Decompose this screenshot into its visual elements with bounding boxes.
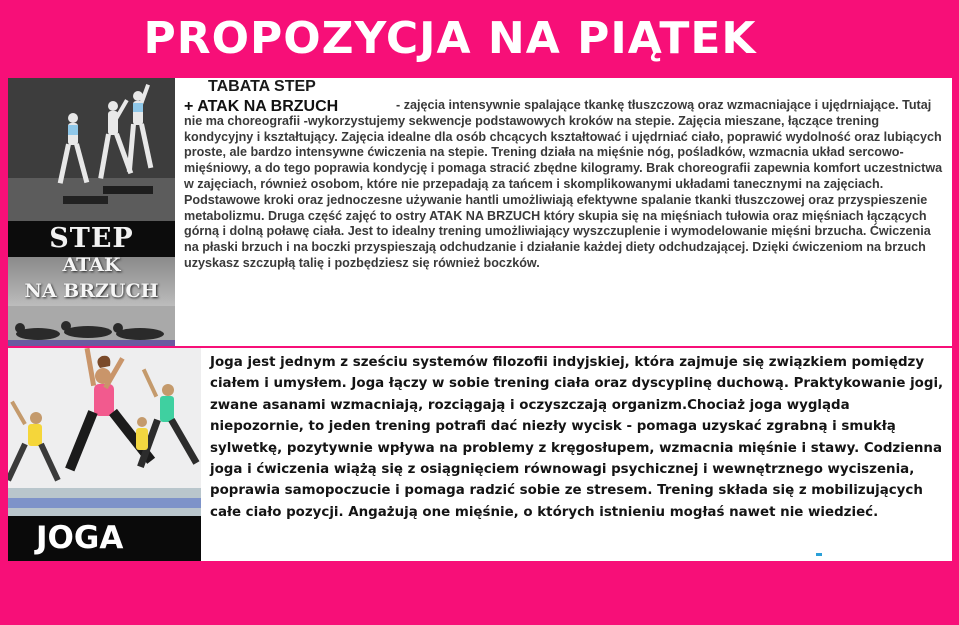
atak-image-label-line2: NA BRZUCH (24, 280, 159, 302)
yoga-image-label: JOGA (8, 516, 201, 561)
yoga-class-image (8, 348, 201, 561)
step-heading-line1: TABATA STEP (208, 78, 316, 95)
atak-image-label (8, 252, 175, 304)
page-title: PROPOZYCJA NA PIĄTEK (143, 13, 757, 64)
atak-image-label-line1: ATAK (62, 254, 121, 276)
step-description: - zajęcia intensywnie spalające tkankę tłuszczową oraz wzmacniające i ujędrniające. Tutaj nie ma choreografii -wykorzystujemy sekwencje podstawowych kroków na stepie. Zajęcia mieszane, łączące trening kondycyjny i kształtujący. Zajęcia idealne dla osób chcących kształtować i ujędrniać ciało, poprawić wydolność oraz lubiących proste, ale bardzo intensywne ćwiczenia na stepie. Trening działa na mięśnie nóg, pośladków, wzmacnia układ sercowo- mięśniowy, a do tego poprawia kondycję i pomaga stracić zbędne kilogramy. Brak choreografii zapewnia komfort uczestnictwa w zajęciach, również osobom, które nie przepadają za tańcem i skomplikowanymi układami tanecznymi na zajęciach. Podstawowe kroki oraz jednoczesne używanie hantli umożliwiają efektywne spalanie tkanki tłuszczowej oraz przyspieszenie metabolizmu. Druga część zajęć to ostry ATAK NA BRZUCH który skupia się na mięśniach tułowia oraz mięśniach łączących górną i dolną poławę ciała. Jest to idealny trening umożliwiający wyszczuplenie i wymodelowanie mięśni brzucha. Ćwiczenia na płaski brzuch i na boczki przyspieszają odchudzanie i działanie każdej diety odchudzającej. Dzięki ćwiczeniom na brzuch uzyskasz szczupłą talię i pozbędziesz się również boczków. (184, 98, 943, 270)
step-dancers-photo (8, 78, 175, 223)
step-image-label: STEP (8, 221, 175, 257)
yoga-women-photo (8, 348, 201, 518)
step-class-image (8, 78, 175, 346)
ab-workout-photo (8, 306, 175, 346)
step-class-panel (8, 78, 952, 346)
yoga-description: Joga jest jednym z sześciu systemów filozofii indyjskiej, która zajmuje się związkiem pomiędzy ciałem i umysłem. Joga łączy w sobie trening ciała oraz dyscyplinę duchową. Praktykowanie jogi, zwane asanami wzmacniają, rozciągają i oczyszczają organizm.Chociaż joga wygląda niepozornie, to jeden trening potrafi dać niezły wycisk - pomaga uzyskać zgrabną i smukłą sylwetkę, pozytywnie wpływa na problemy z kręgosłupem, wzmacnia mięśnie i stawy. Codzienna joga i ćwiczenia wiążą się z osiągnięciem równowagi psychicznej i wewnętrznego wyciszenia, poprawia samopoczucie i pomaga radzić sobie ze stresem. Trening składa się z mobilizujących całe ciało pozycji. Angażują one mięśnie, o których istnieniu mogłaś nawet nie wiedzieć. (210, 355, 944, 520)
step-heading-line2: + ATAK NA BRZUCH (184, 98, 339, 115)
yoga-class-panel (8, 348, 952, 561)
decorative-mark (816, 553, 822, 556)
